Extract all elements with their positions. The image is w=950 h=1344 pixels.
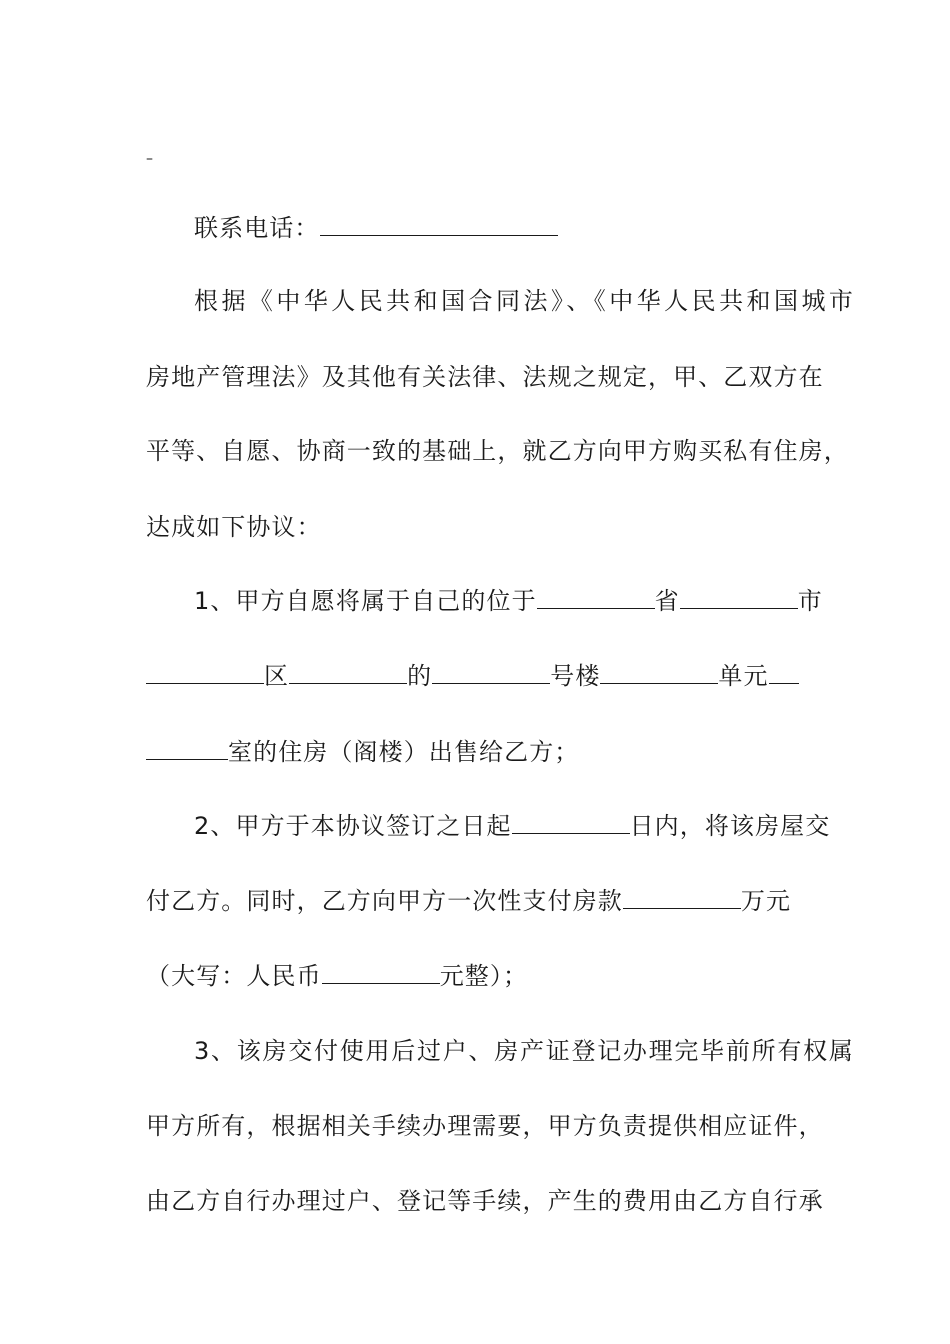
clause2-text-d: 万元 <box>740 887 792 915</box>
district-blank-b <box>289 663 407 684</box>
clause2-text-b: 日内，将该房屋交 <box>629 812 831 840</box>
clause2-line2 <box>146 886 806 916</box>
clause2-line1 <box>146 811 854 841</box>
para1-line4: 达成如下协议： <box>146 513 322 541</box>
para1-line1: 根据《中华人民共和国合同法》、《中华人民共和国城市 <box>194 287 854 315</box>
clause1-text-a: 1、甲方自愿将属于自己的位于 <box>194 587 537 615</box>
province-blank <box>537 588 655 609</box>
page-dash: – <box>146 151 153 167</box>
clause1-line1 <box>146 586 854 616</box>
clause3-line1: 3、该房交付使用后过户、房产证登记办理完毕前所有权属 <box>194 1037 854 1065</box>
clause1-text-g: 单元 <box>718 662 769 690</box>
contact-phone-line <box>146 213 854 243</box>
clause2-line3 <box>146 961 806 991</box>
clause1-text-b: 省 <box>654 587 680 615</box>
city-blank <box>680 588 798 609</box>
clause1-line2 <box>146 661 806 691</box>
contact-phone-label: 联系电话： <box>194 214 320 242</box>
clause2-text-c: 付乙方。同时，乙方向甲方一次性支付房款 <box>146 887 623 915</box>
clause2-text-a: 2、甲方于本协议签订之日起 <box>194 812 512 840</box>
clause2-text-e: （大写：人民币 <box>146 962 322 990</box>
building-blank <box>432 663 550 684</box>
clause2-text-f: 元整）； <box>439 962 529 990</box>
price-capital-blank <box>322 963 440 984</box>
price-blank <box>623 888 741 909</box>
room-blank-b <box>146 739 228 760</box>
para1-line3: 平等、自愿、协商一致的基础上，就乙方向甲方购买私有住房， <box>146 437 849 465</box>
clause3-line2: 甲方所有，根据相关手续办理需要，甲方负责提供相应证件， <box>146 1112 824 1140</box>
clause1-text-e: 的 <box>407 662 433 690</box>
district-blank-a <box>146 663 264 684</box>
clause1-text-c: 市 <box>797 587 823 615</box>
clause1-text-h: 室的住房（阁楼）出售给乙方； <box>228 738 580 766</box>
room-blank-a <box>769 663 799 684</box>
contact-phone-blank <box>320 215 558 236</box>
unit-blank <box>600 663 718 684</box>
clause1-line3 <box>146 737 806 767</box>
clause3-line3: 由乙方自行办理过户、登记等手续，产生的费用由乙方自行承 <box>146 1187 824 1215</box>
days-blank <box>512 813 630 834</box>
para1-line2: 房地产管理法》及其他有关法律、法规之规定，甲、乙双方在 <box>146 363 824 391</box>
clause1-text-f: 号楼 <box>550 662 601 690</box>
clause1-text-d: 区 <box>264 662 290 690</box>
